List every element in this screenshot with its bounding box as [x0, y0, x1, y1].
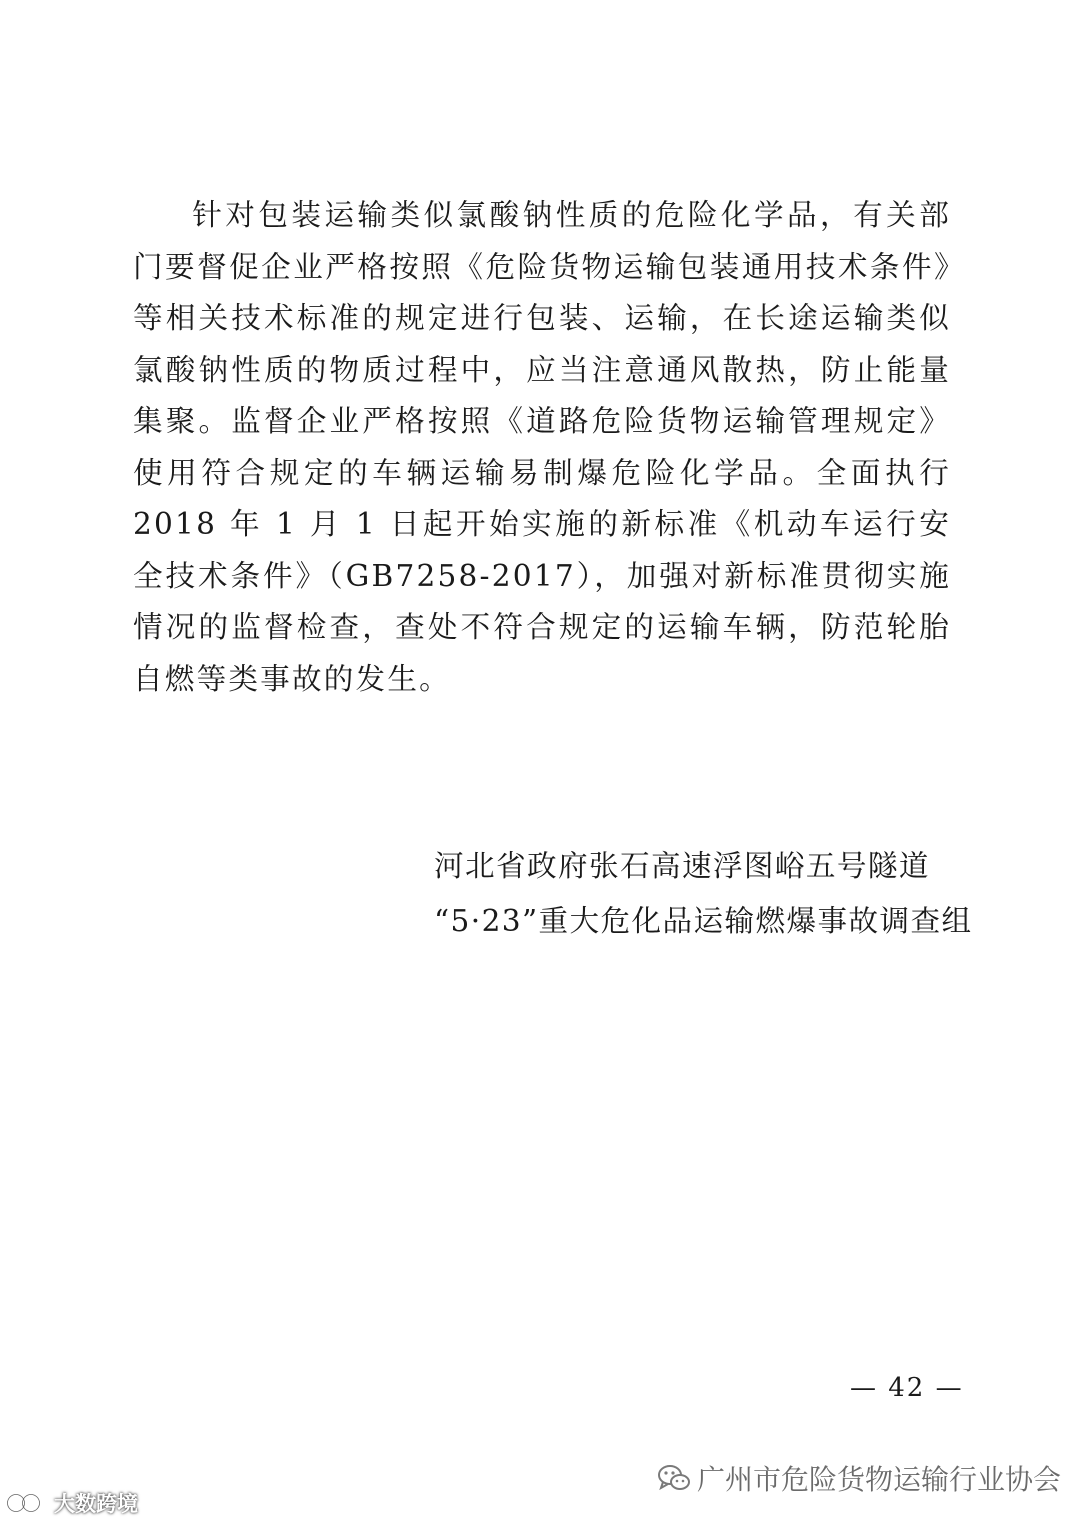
wechat-icon: [657, 1463, 691, 1493]
page-number: — 42 —: [850, 1373, 964, 1403]
site-watermark: [6, 1488, 138, 1518]
site-name: 大数跨境: [54, 1492, 138, 1516]
wechat-watermark: [657, 1458, 1061, 1498]
signature-block: [434, 839, 973, 949]
body-paragraph: 针对包装运输类似氯酸钠性质的危险化学品，有关部门要督促企业严格按照《危险货物运输包装通用技术条件》等相关技术标准的规定进行包装、运输，在长途运输类似氯酸钠性质的物质过程中，应当注意通风散热，防止能量集聚。监督企业严格按照《道路危险货物运输管理规定》使用符合规定的车辆运输易制爆危险化学品。全面执行 2018 年 1 月 1 日起开始实施的新标准《机动车运行安全技术条件》（GB7258-2017），加强对新标准贯彻实施情况的监督检查，查处不符合规定的运输车辆，防范轮胎自燃等类事故的发生。: [133, 198, 951, 696]
logo-icon: [6, 1493, 50, 1513]
wechat-account-name: 广州市危险货物运输行业协会: [697, 1463, 1062, 1496]
signature-line-2: “5·23”重大危化品运输燃爆事故调查组: [434, 904, 973, 938]
signature-line-1: 河北省政府张石高速浮图峪五号隧道: [434, 849, 930, 883]
